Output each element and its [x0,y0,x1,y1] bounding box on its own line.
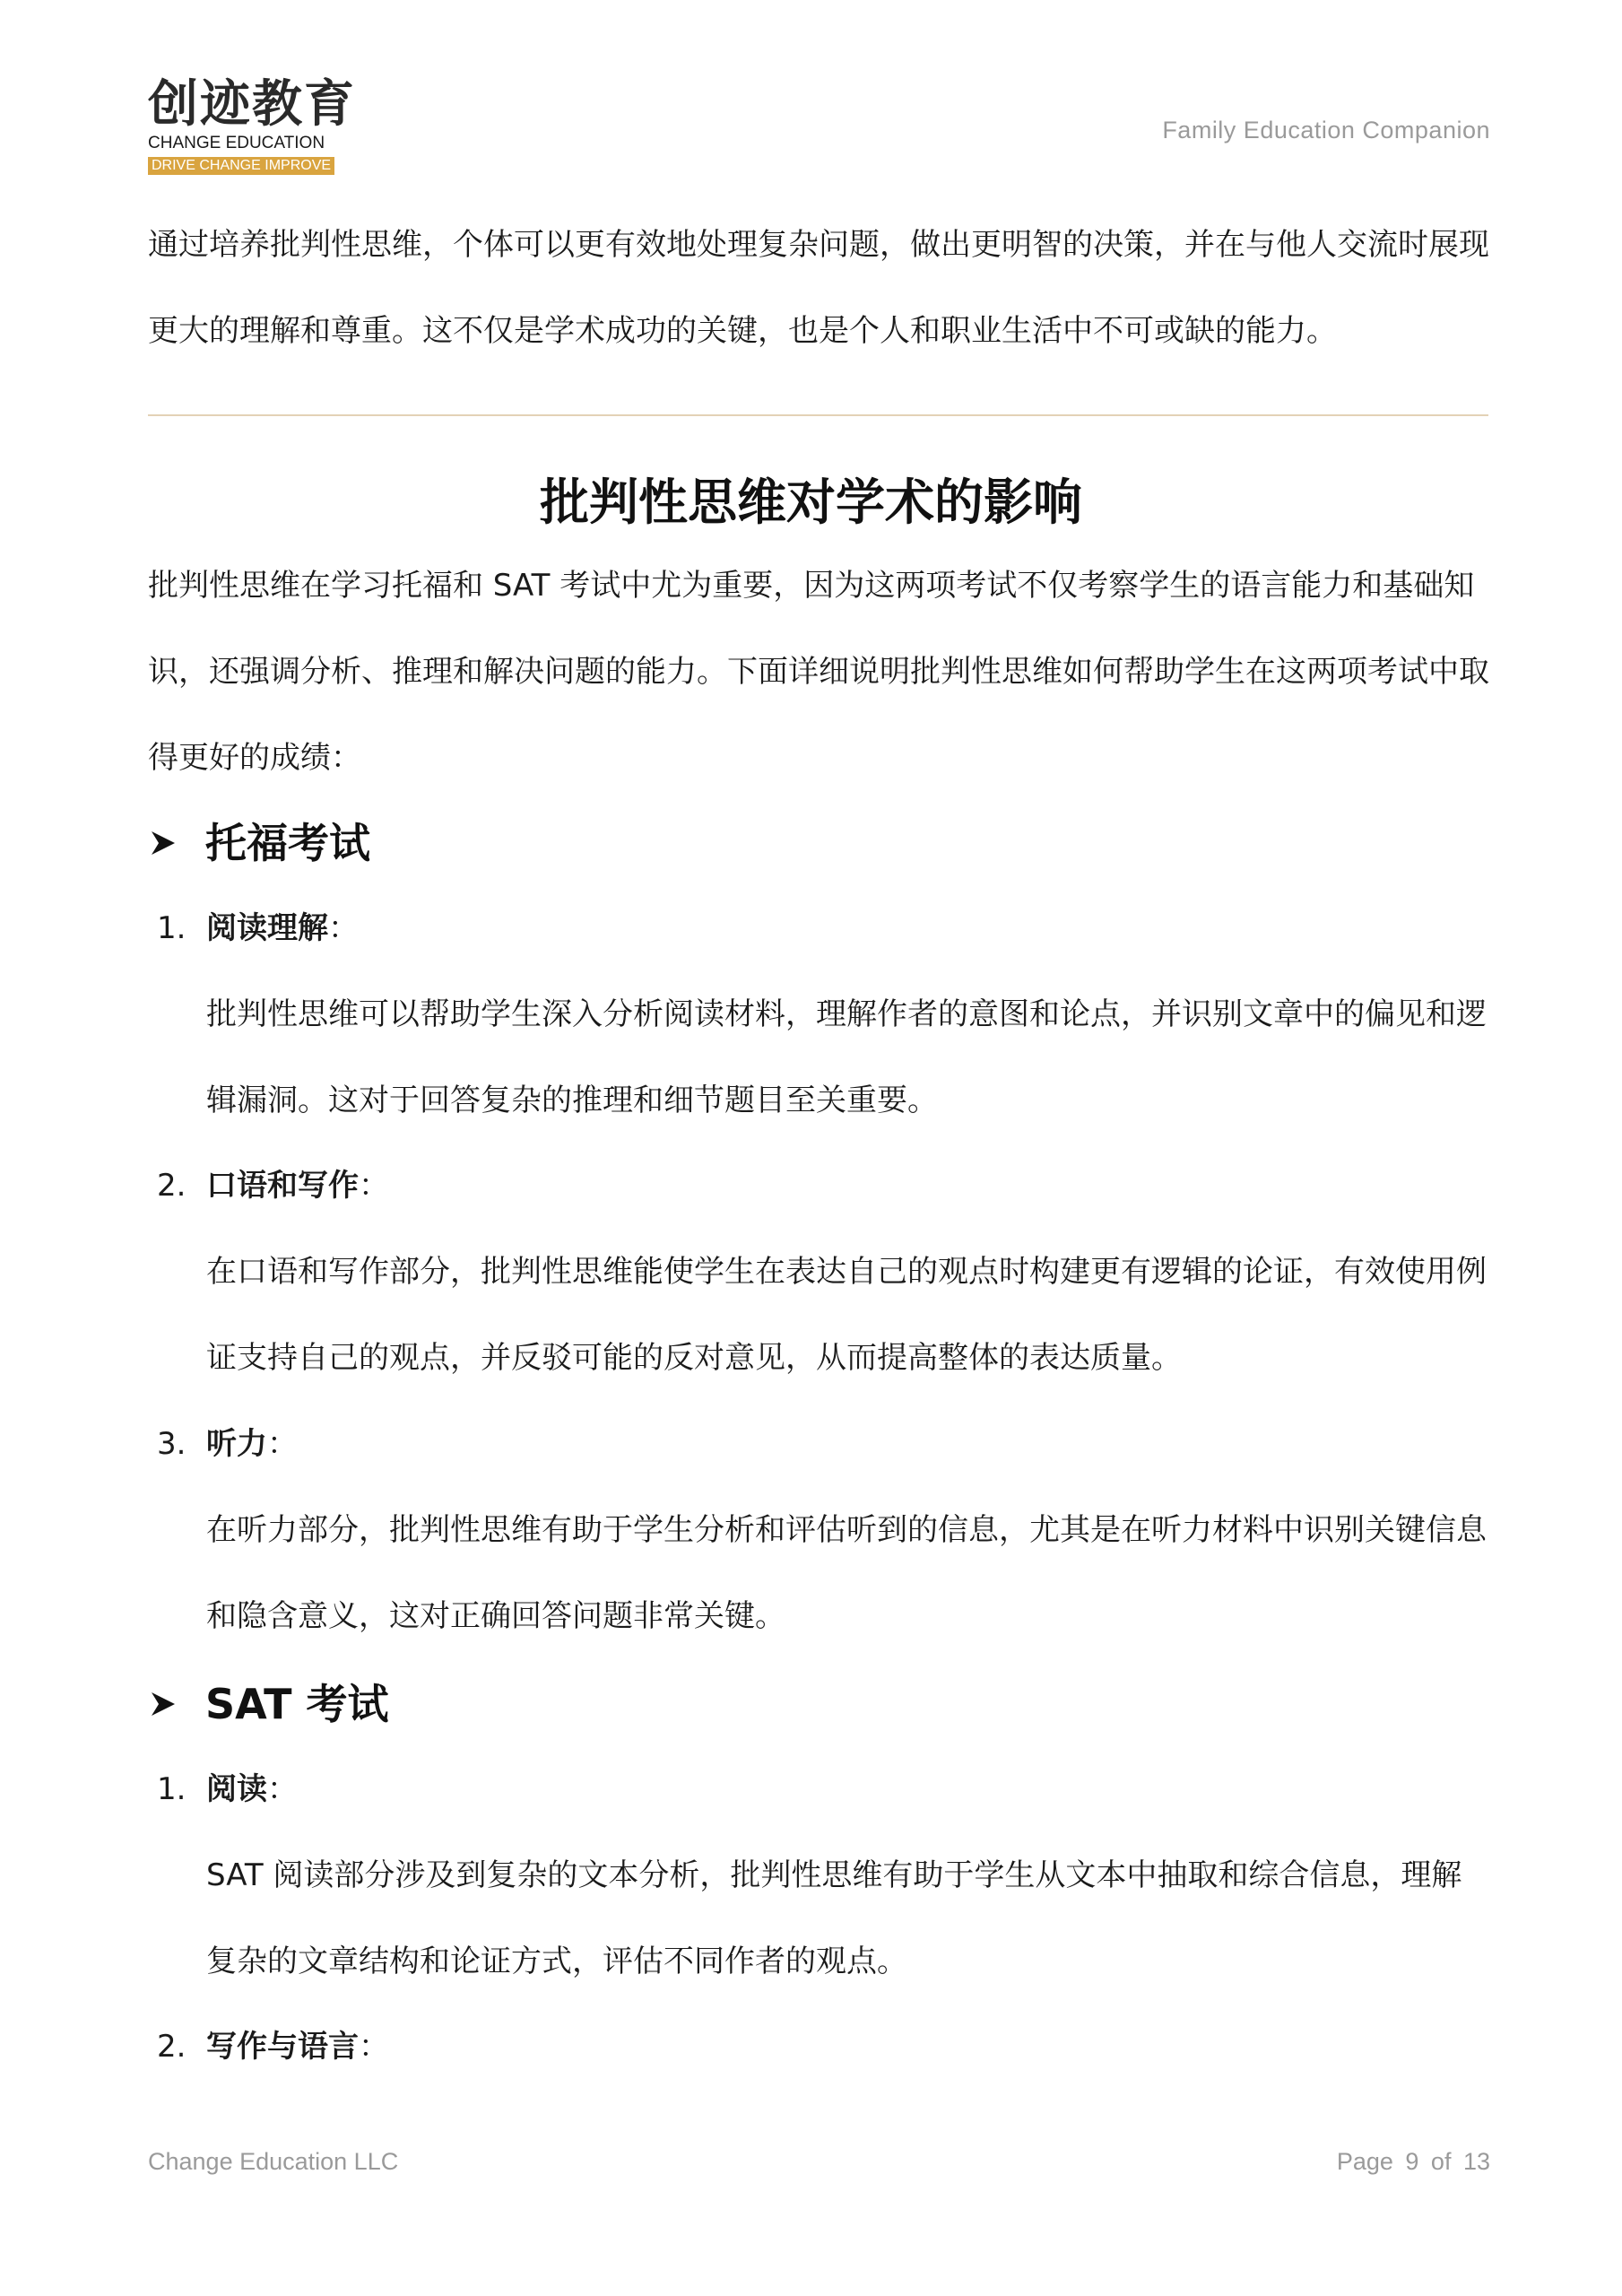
item-title: 阅读 [206,1771,267,1807]
footer-page-number: Page 9 of 13 [1336,2148,1490,2175]
item-colon: ： [267,1426,298,1462]
item-number: 2. [157,2029,186,2065]
arrowhead-bullet-icon [148,828,178,858]
arrowhead-bullet-icon [148,1689,178,1719]
item-title: 写作与语言 [206,2029,359,2065]
item-number: 2. [157,1168,186,1204]
logo-english-name: CHANGE EDUCATION [148,134,325,152]
item-number: 3. [157,1426,186,1462]
sat-heading [148,1673,389,1735]
brand-logo [148,76,354,175]
toefl-item-1-body: 批判性思维可以帮助学生深入分析阅读材料，理解作者的意图和论点，并识别文章中的偏见和逻辑漏洞。这对于回答复杂的推理和细节题目至关重要。 [206,996,1487,1118]
footer-company: Change Education LLC [148,2148,399,2175]
intro-paragraph: 通过培养批判性思维，个体可以更有效地处理复杂问题，做出更明智的决策，并在与他人交流时展现更大的理解和尊重。这不仅是学术成功的关键，也是个人和职业生活中不可或缺的能力。 [148,227,1489,349]
toefl-item-2-body: 在口语和写作部分，批判性思维能使学生在表达自己的观点时构建更有逻辑的论证，有效使用例证支持自己的观点，并反驳可能的反对意见，从而提高整体的表达质量。 [206,1254,1487,1376]
toefl-heading-text: 托福考试 [205,819,370,867]
item-number: 1. [157,1771,186,1807]
item-number: 1. [157,910,186,946]
item-title: 听力 [206,1426,267,1462]
logo-chinese-name: 创迹教育 [148,74,356,134]
toefl-item-2-heading [148,1159,389,1213]
item-colon: ： [359,2029,389,2065]
section-divider [148,414,1488,416]
sat-item-1-heading [148,1762,298,1816]
item-colon: ： [267,1771,298,1807]
item-colon: ： [328,910,359,946]
toefl-heading [148,812,370,874]
sat-item-1-body: SAT 阅读部分涉及到复杂的文本分析，批判性思维有助于学生从文本中抽取和综合信息，理解复杂的文章结构和论证方式，评估不同作者的观点。 [206,1857,1462,1979]
sat-item-2-heading [148,2020,389,2074]
toefl-item-3-heading [148,1417,298,1471]
section-paragraph: 批判性思维在学习托福和 SAT 考试中尤为重要，因为这两项考试不仅考察学生的语言能力和基础知识，还强调分析、推理和解决问题的能力。下面详细说明批判性思维如何帮助学生在这两项考试中取得更好的成绩： [148,568,1489,776]
header-tagline: Family Education Companion [1162,117,1490,144]
toefl-item-1-heading [148,901,359,955]
toefl-item-3-body: 在听力部分，批判性思维有助于学生分析和评估听到的信息，尤其是在听力材料中识别关键信息和隐含意义，这对正确回答问题非常关键。 [206,1512,1487,1634]
item-title: 阅读理解 [206,910,328,946]
item-colon: ： [359,1168,389,1204]
sat-heading-text: SAT 考试 [205,1680,389,1728]
item-title: 口语和写作 [206,1168,359,1204]
logo-tagline: DRIVE CHANGE IMPROVE [148,157,334,175]
section-title: 批判性思维对学术的影响 [539,474,1082,531]
